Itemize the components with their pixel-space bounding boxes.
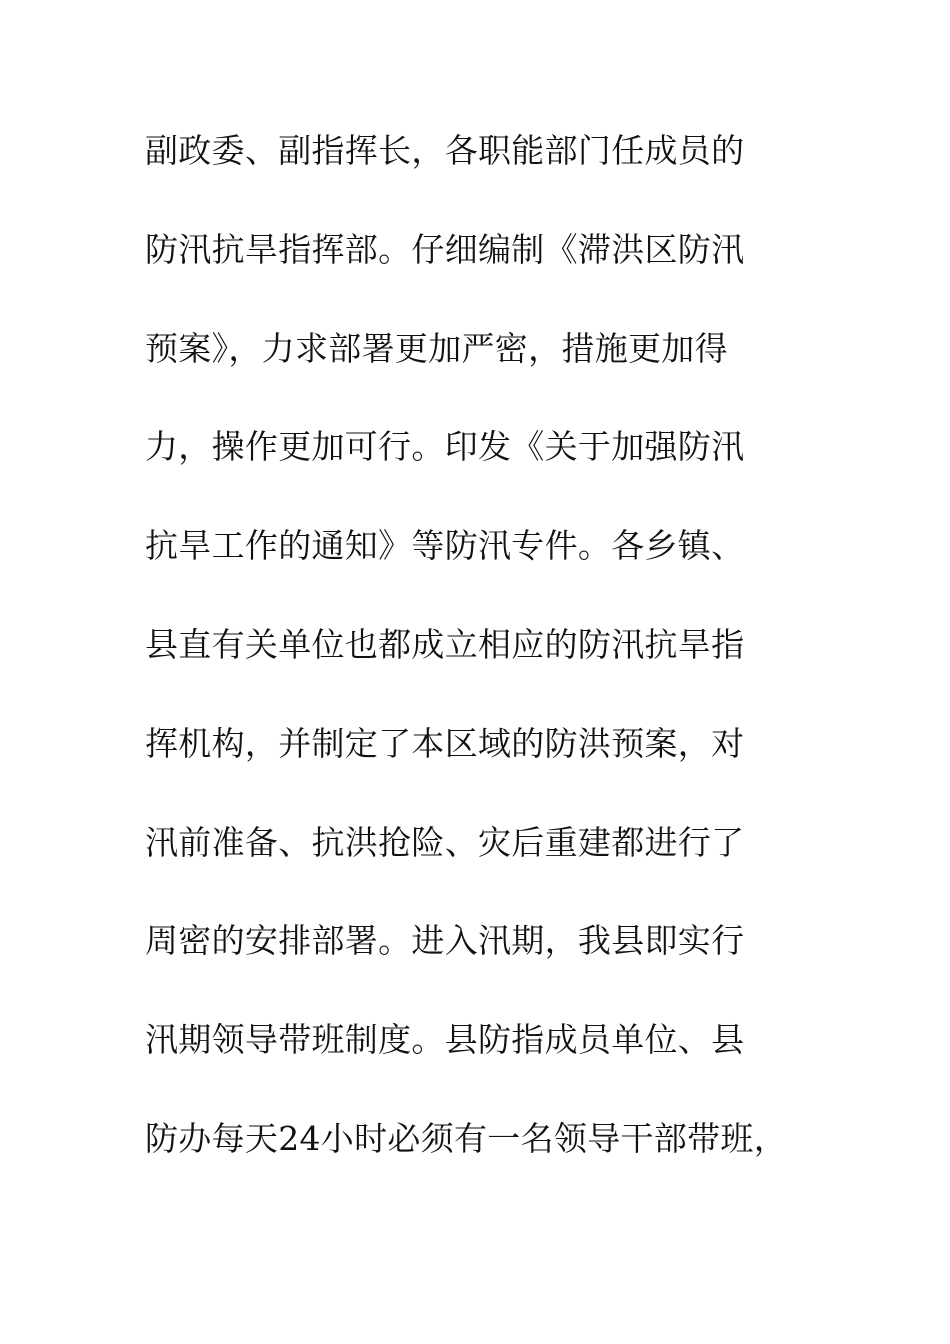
text-line-2: 防汛抗旱指挥部。仔细编制《滞洪区防汛 bbox=[145, 229, 745, 269]
text-line-1: 副政委、副指挥长，各职能部门任成员的 bbox=[145, 131, 745, 170]
text-line-9: 周密的安排部署。进入汛期，我县即实行 bbox=[145, 921, 745, 961]
text-line-8: 汛前准备、抗洪抢险、灾后重建都进行了 bbox=[145, 822, 745, 862]
text-line-10: 汛期领导带班制度。县防指成员单位、县 bbox=[145, 1020, 745, 1060]
body-text bbox=[145, 122, 845, 1209]
text-line-11: 防办每天24小时必须有一名领导干部带班， bbox=[145, 1118, 787, 1158]
text-line-7: 挥机构，并制定了本区域的防洪预案，对 bbox=[145, 723, 745, 763]
text-line-4: 力，操作更加可行。印发《关于加强防汛 bbox=[145, 427, 745, 467]
text-line-3: 预案》，力求部署更加严密，措施更加得 bbox=[145, 328, 728, 368]
text-line-6: 县直有关单位也都成立相应的防汛抗旱指 bbox=[145, 624, 745, 664]
text-line-5: 抗旱工作的通知》等防汛专件。各乡镇、 bbox=[145, 526, 745, 566]
